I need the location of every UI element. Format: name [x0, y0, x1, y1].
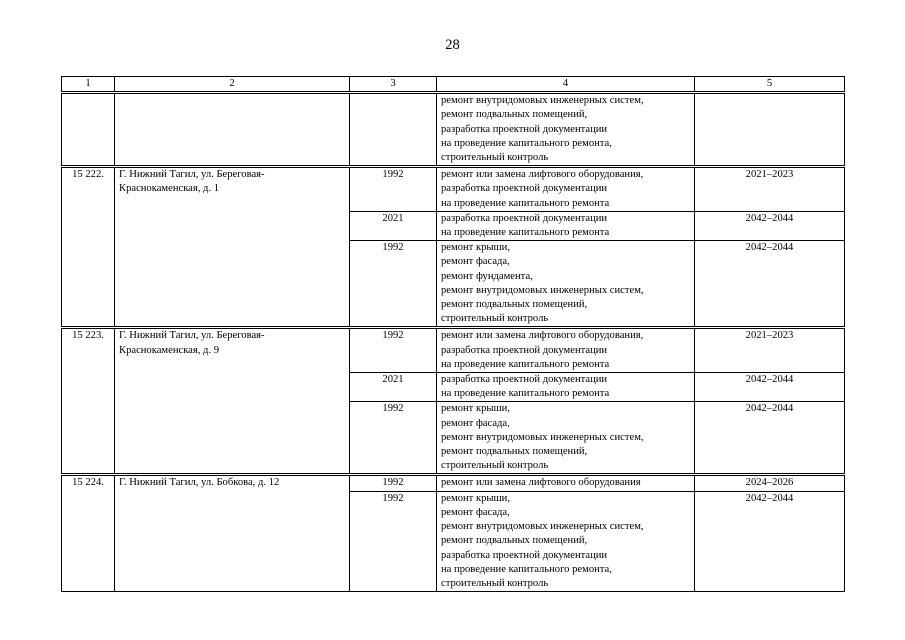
entry-number: 15 222. — [62, 167, 115, 328]
planned-period: 2021–2023 — [695, 328, 845, 373]
repair-works: ремонт крыши, ремонт фасада, ремонт внутридомовых инженерных систем, ремонт подвальных помещений, строительный контроль — [437, 402, 695, 475]
commission-year: 1992 — [350, 402, 437, 475]
column-header-2: 2 — [115, 77, 350, 93]
entry-number-cell — [62, 93, 115, 167]
repair-works: ремонт или замена лифтового оборудования, разработка проектной документации на проведение капитального ремонта — [437, 167, 695, 212]
repair-works: ремонт или замена лифтового оборудования — [437, 475, 695, 491]
planned-period: 2042–2044 — [695, 241, 845, 328]
commission-year: 1992 — [350, 475, 437, 491]
continuation-row — [62, 93, 845, 167]
commission-year: 1992 — [350, 167, 437, 212]
planned-period: 2024–2026 — [695, 475, 845, 491]
works-cell: ремонт внутридомовых инженерных систем, ремонт подвальных помещений, разработка проектной документации на проведение капитального ремонта, строительный контроль — [437, 93, 695, 167]
repair-schedule-table — [61, 76, 845, 592]
entry-address: Г. Нижний Тагил, ул. Бобкова, д. 12 — [115, 475, 350, 592]
planned-period: 2042–2044 — [695, 373, 845, 402]
table-row — [62, 167, 845, 212]
entry-address: Г. Нижний Тагил, ул. Береговая- Краснокаменская, д. 9 — [115, 328, 350, 475]
commission-year: 1992 — [350, 328, 437, 373]
commission-year: 1992 — [350, 241, 437, 328]
page-number: 28 — [445, 37, 460, 53]
commission-year: 2021 — [350, 373, 437, 402]
commission-year: 2021 — [350, 211, 437, 240]
entry-number: 15 224. — [62, 475, 115, 592]
repair-works: разработка проектной документации на проведение капитального ремонта — [437, 373, 695, 402]
table-row — [62, 475, 845, 491]
repair-works: ремонт или замена лифтового оборудования, разработка проектной документации на проведение капитального ремонта — [437, 328, 695, 373]
table-row — [62, 328, 845, 373]
commission-year: 1992 — [350, 491, 437, 591]
planned-period: 2042–2044 — [695, 211, 845, 240]
planned-period: 2042–2044 — [695, 402, 845, 475]
period-cell — [695, 93, 845, 167]
repair-works: разработка проектной документации на проведение капитального ремонта — [437, 211, 695, 240]
column-header-4: 4 — [437, 77, 695, 93]
column-header-3: 3 — [350, 77, 437, 93]
repair-works: ремонт крыши, ремонт фасада, ремонт внутридомовых инженерных систем, ремонт подвальных помещений, разработка проектной документации на проведение капитального ремонта, строительный контроль — [437, 491, 695, 591]
year-cell — [350, 93, 437, 167]
entry-address: Г. Нижний Тагил, ул. Береговая- Краснокаменская, д. 1 — [115, 167, 350, 328]
column-header-1: 1 — [62, 77, 115, 93]
entry-number: 15 223. — [62, 328, 115, 475]
column-number-row — [62, 77, 845, 93]
address-cell — [115, 93, 350, 167]
column-header-5: 5 — [695, 77, 845, 93]
planned-period: 2042–2044 — [695, 491, 845, 591]
planned-period: 2021–2023 — [695, 167, 845, 212]
repair-works: ремонт крыши, ремонт фасада, ремонт фундамента, ремонт внутридомовых инженерных систем, ремонт подвальных помещений, строительный контроль — [437, 241, 695, 328]
table-body — [62, 77, 845, 592]
